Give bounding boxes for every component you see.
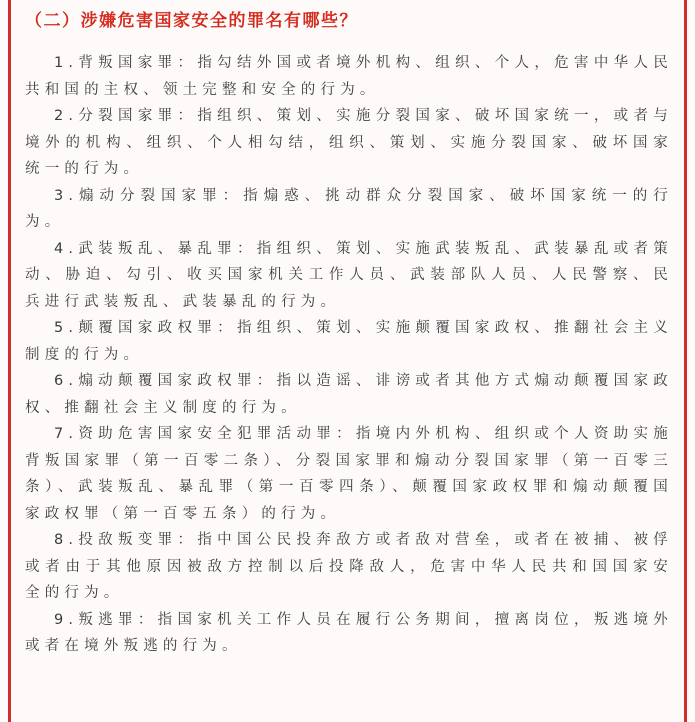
paragraph-item-4: 4.武装叛乱、暴乱罪：指组织、策划、实施武装叛乱、武装暴乱或者策动、胁迫、勾引、收买国家机关工作人员、武装部队人员、人民警察、民兵进行武装叛乱、武装暴乱的行为。 [25,240,673,310]
paragraph-item-2: 2.分裂国家罪：指组织、策划、实施分裂国家、破坏国家统一，或者与境外的机构、组织、个人相勾结，组织、策划、实施分裂国家、破坏国家统一的行为。 [25,108,673,177]
paragraph-item-6: 6.煽动颠覆国家政权罪：指以造谣、诽谤或者其他方式煽动颠覆国家政权、推翻社会主义制度的行为。 [25,373,673,416]
paragraph-item-7: 7.资助危害国家安全犯罪活动罪：指境内外机构、组织或个人资助实施背叛国家罪（第一百零二条）、分裂国家罪和煽动分裂国家罪（第一百零三条）、武装叛乱、暴乱罪（第一百零四条）、颠覆国家政权罪和煽动颠覆国家政权罪（第一百零五条）的行为。 [25,426,673,522]
paragraph-item-8: 8.投敌叛变罪：指中国公民投奔敌方或者敌对营垒，或者在被捕、被俘或者由于其他原因被敌方控制以后投降敌人，危害中华人民共和国国家安全的行为。 [25,532,673,601]
paragraph-item-3: 3.煽动分裂国家罪：指煽惑、挑动群众分裂国家、破坏国家统一的行为。 [25,187,673,230]
article-content [25,0,675,660]
paragraph-item-1: 1.背叛国家罪：指勾结外国或者境外机构、组织、个人，危害中华人民共和国的主权、领土完整和安全的行为。 [25,55,673,98]
paragraph-item-9: 9.叛逃罪：指国家机关工作人员在履行公务期间，擅离岗位，叛逃境外或者在境外叛逃的行为。 [25,611,673,654]
section-heading: （二）涉嫌危害国家安全的罪名有哪些？ [25,11,358,31]
paragraph-item-5: 5.颠覆国家政权罪：指组织、策划、实施颠覆国家政权、推翻社会主义制度的行为。 [25,320,673,363]
